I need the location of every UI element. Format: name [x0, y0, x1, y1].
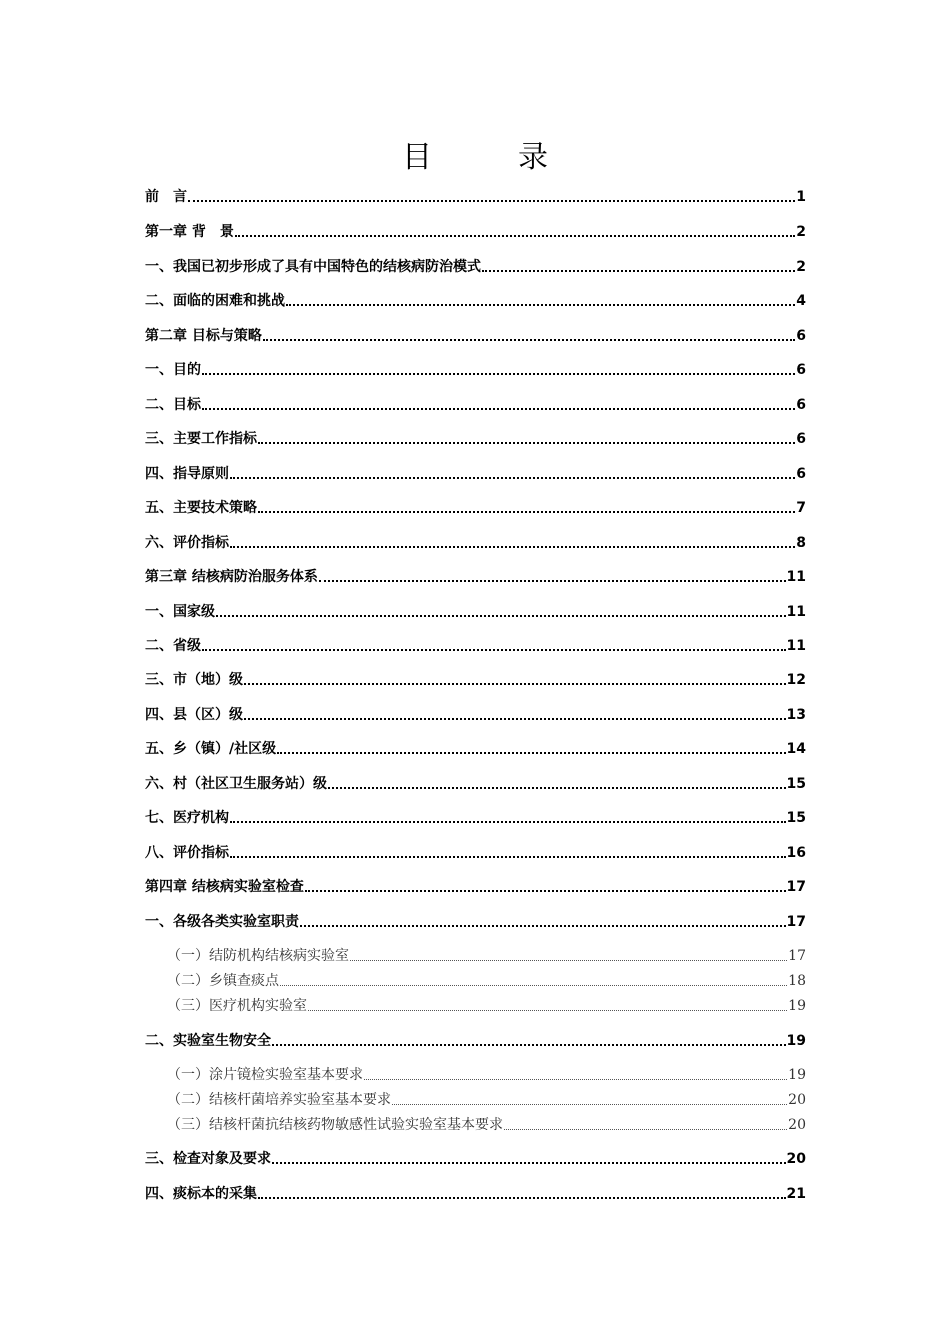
- toc-entry[interactable]: [145, 841, 806, 863]
- toc-entry-page-number: 20: [786, 1151, 806, 1167]
- toc-entry[interactable]: [145, 634, 806, 656]
- toc-entry-label: 三、主要工作指标: [145, 431, 257, 447]
- toc-entry-page-number: 17: [786, 914, 806, 930]
- toc-entry-label: 四、指导原则: [145, 466, 229, 482]
- toc-leader-dots: [272, 1044, 786, 1046]
- toc-entry-page-number: 2: [796, 259, 806, 275]
- toc-leader-dots: [230, 856, 786, 858]
- toc-entry-label: 一、目的: [145, 362, 201, 378]
- toc-leader-dots: [286, 304, 795, 306]
- toc-entry[interactable]: [145, 531, 806, 553]
- toc-entry-label: （一）涂片镜检实验室基本要求: [167, 1067, 363, 1083]
- toc-entry-label: 三、检查对象及要求: [145, 1151, 271, 1167]
- toc-entry-label: 五、主要技术策略: [145, 500, 257, 516]
- toc-entry-page-number: 4: [796, 293, 806, 309]
- toc-entry-page-number: 11: [786, 569, 806, 585]
- toc-leader-dots: [230, 546, 795, 548]
- toc-entry-page-number: 19: [788, 1067, 806, 1083]
- toc-entry-page-number: 14: [786, 741, 806, 757]
- toc-entry-label: （三）医疗机构实验室: [167, 998, 307, 1014]
- toc-entry[interactable]: [145, 1182, 806, 1204]
- toc-entry[interactable]: [145, 496, 806, 518]
- toc-entry-label: 第四章 结核病实验室检查: [145, 879, 304, 895]
- toc-entry-page-number: 19: [788, 998, 806, 1014]
- toc-entry[interactable]: [145, 185, 806, 207]
- toc-leader-dots: [277, 752, 785, 754]
- toc-entry[interactable]: [145, 1147, 806, 1169]
- toc-entry-label: 二、目标: [145, 397, 201, 413]
- toc-entry-label: 六、村（社区卫生服务站）级: [145, 776, 327, 792]
- toc-entry-page-number: 15: [786, 810, 806, 826]
- page-title: 目 录: [402, 140, 576, 175]
- toc-entry-page-number: 6: [796, 328, 806, 344]
- toc-entry-label: （二）结核杆菌培养实验室基本要求: [167, 1092, 391, 1108]
- toc-leader-dots: [280, 985, 787, 986]
- toc-entry[interactable]: [145, 994, 806, 1016]
- toc-leader-dots: [230, 477, 795, 479]
- toc-entry-label: 八、评价指标: [145, 845, 229, 861]
- toc-entry[interactable]: [145, 703, 806, 725]
- toc-entry-label: 三、市（地）级: [145, 672, 243, 688]
- toc-entry[interactable]: [145, 910, 806, 932]
- toc-entry-page-number: 18: [788, 973, 806, 989]
- toc-entry-page-number: 20: [788, 1117, 806, 1133]
- toc-entry-page-number: 7: [796, 500, 806, 516]
- toc-entry[interactable]: [145, 969, 806, 991]
- toc-leader-dots: [188, 200, 795, 202]
- toc-entry[interactable]: [145, 772, 806, 794]
- toc-entry-page-number: 17: [786, 879, 806, 895]
- toc-entry-label: 第三章 结核病防治服务体系: [145, 569, 318, 585]
- toc-entry-page-number: 17: [788, 948, 806, 964]
- toc-entry-page-number: 20: [788, 1092, 806, 1108]
- toc-entry[interactable]: [145, 668, 806, 690]
- toc-leader-dots: [202, 408, 795, 410]
- toc-leader-dots: [392, 1104, 787, 1105]
- toc-entry-label: （一）结防机构结核病实验室: [167, 948, 349, 964]
- toc-entry[interactable]: [145, 875, 806, 897]
- toc-entry-page-number: 6: [796, 466, 806, 482]
- toc-entry[interactable]: [145, 358, 806, 380]
- toc-leader-dots: [319, 580, 786, 582]
- toc-leader-dots: [244, 718, 786, 720]
- toc-entry-label: 五、乡（镇）/社区级: [145, 741, 277, 757]
- toc-entry-label: 四、痰标本的采集: [145, 1186, 257, 1202]
- toc-entry-page-number: 6: [796, 397, 806, 413]
- toc-entry-page-number: 6: [796, 431, 806, 447]
- toc-entry[interactable]: [145, 737, 806, 759]
- toc-entry[interactable]: [145, 255, 806, 277]
- toc-entry-label: 二、省级: [145, 638, 201, 654]
- toc-entry-page-number: 6: [796, 362, 806, 378]
- toc-entry[interactable]: [145, 427, 806, 449]
- toc-entry[interactable]: [145, 565, 806, 587]
- toc-entry-label: 前 言: [145, 189, 187, 205]
- toc-entry-page-number: 2: [796, 224, 806, 240]
- toc-leader-dots: [300, 925, 786, 927]
- toc-entry-label: 六、评价指标: [145, 535, 229, 551]
- toc-entry[interactable]: [145, 1088, 806, 1110]
- toc-leader-dots: [202, 649, 786, 651]
- toc-leader-dots: [350, 960, 787, 961]
- toc-entry-label: 二、面临的困难和挑战: [145, 293, 285, 309]
- toc-leader-dots: [202, 373, 795, 375]
- toc-entry-page-number: 11: [786, 604, 806, 620]
- toc-entry-page-number: 12: [786, 672, 806, 688]
- toc-entry-page-number: 19: [786, 1033, 806, 1049]
- toc-entry[interactable]: [145, 1113, 806, 1135]
- toc-entry-label: 第二章 目标与策略: [145, 328, 262, 344]
- toc-entry-label: （三）结核杆菌抗结核药物敏感性试验实验室基本要求: [167, 1117, 503, 1133]
- toc-entry[interactable]: [145, 462, 806, 484]
- toc-entry[interactable]: [145, 324, 806, 346]
- toc-entry-label: 四、县（区）级: [145, 707, 243, 723]
- toc-entry[interactable]: [145, 1029, 806, 1051]
- toc-leader-dots: [235, 235, 795, 237]
- toc-leader-dots: [258, 442, 795, 444]
- toc-entry-label: （二）乡镇查痰点: [167, 973, 279, 989]
- toc-entry[interactable]: [145, 600, 806, 622]
- toc-entry-page-number: 1: [796, 189, 806, 205]
- toc-leader-dots: [504, 1129, 787, 1130]
- toc-entry[interactable]: [145, 220, 806, 242]
- toc-entry-label: 七、医疗机构: [145, 810, 229, 826]
- toc-leader-dots: [272, 1162, 786, 1164]
- toc-entry[interactable]: [145, 289, 806, 311]
- toc-entry[interactable]: [145, 944, 806, 966]
- toc-entry[interactable]: [145, 393, 806, 415]
- toc-leader-dots: [482, 270, 795, 272]
- toc-entry-page-number: 16: [786, 845, 806, 861]
- toc-entry-label: 一、我国已初步形成了具有中国特色的结核病防治模式: [145, 259, 481, 275]
- toc-leader-dots: [244, 683, 786, 685]
- toc-entry-page-number: 8: [796, 535, 806, 551]
- toc-leader-dots: [305, 890, 786, 892]
- toc-leader-dots: [328, 787, 786, 789]
- toc-entry-page-number: 13: [786, 707, 806, 723]
- toc-leader-dots: [230, 821, 786, 823]
- toc-entry-page-number: 11: [786, 638, 806, 654]
- toc-entry-label: 一、国家级: [145, 604, 215, 620]
- toc-entry-page-number: 15: [786, 776, 806, 792]
- toc-entry[interactable]: [145, 806, 806, 828]
- toc-entry-label: 第一章 背 景: [145, 224, 234, 240]
- toc-entry-label: 二、实验室生物安全: [145, 1033, 271, 1049]
- toc-leader-dots: [258, 511, 795, 513]
- toc-entry[interactable]: [145, 1063, 806, 1085]
- toc-leader-dots: [263, 339, 795, 341]
- toc-leader-dots: [216, 615, 786, 617]
- toc-leader-dots: [308, 1010, 787, 1011]
- toc-leader-dots: [258, 1197, 786, 1199]
- toc-leader-dots: [364, 1079, 787, 1080]
- toc-entry-page-number: 21: [786, 1186, 806, 1202]
- toc-entry-label: 一、各级各类实验室职责: [145, 914, 299, 930]
